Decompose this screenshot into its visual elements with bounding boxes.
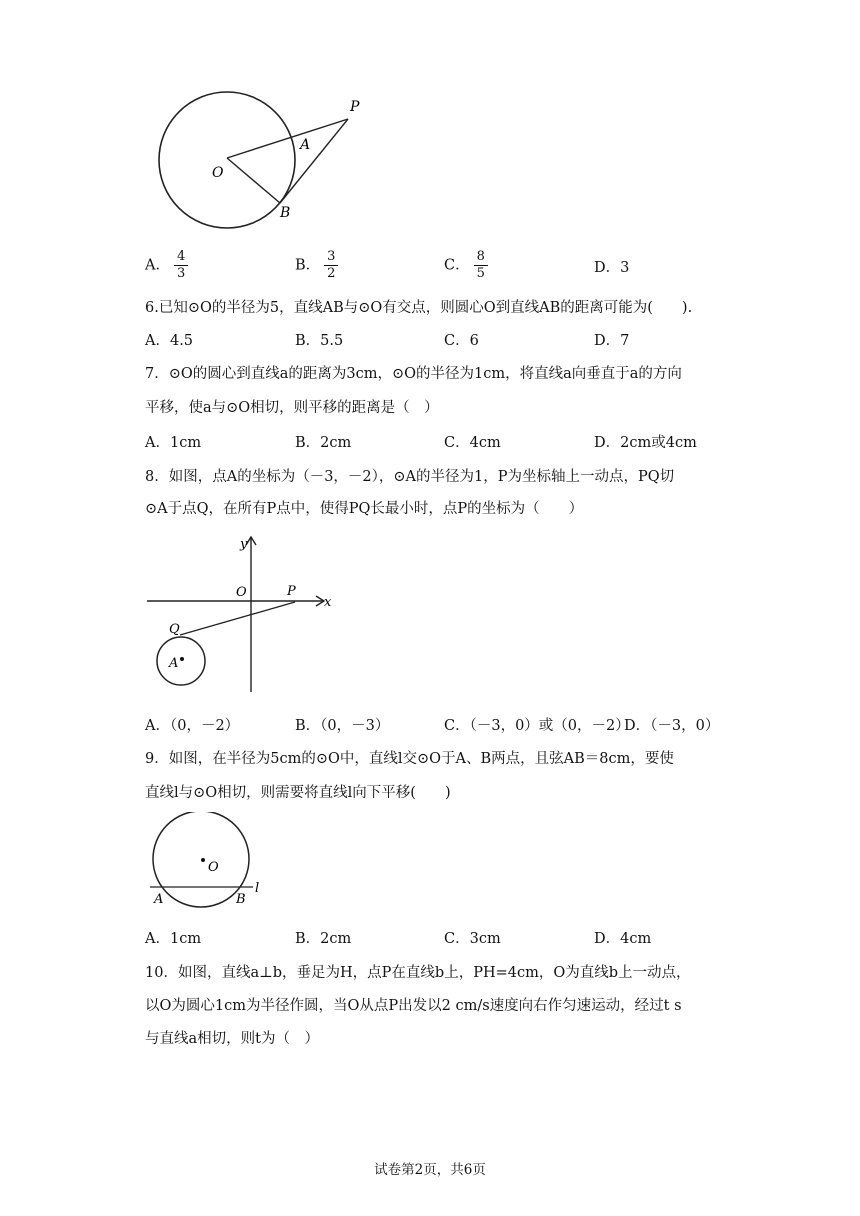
q7-stem-line2: 平移，使a与⊙O相切，则平移的距离是（ ） xyxy=(145,400,439,416)
fraction xyxy=(174,249,188,282)
circle-o xyxy=(153,812,249,907)
fraction-denominator: 3 xyxy=(176,266,186,281)
fraction xyxy=(324,249,338,282)
q9-option-c: C．3cm xyxy=(444,931,501,947)
segment-ob xyxy=(227,158,280,203)
q7-option-c: C．4cm xyxy=(444,435,501,451)
option-letter: D． xyxy=(594,260,621,276)
option-letter: A． xyxy=(145,257,170,274)
q7-stem-line1: 7．⊙O的圆心到直线a的距离为3cm，⊙O的半径为1cm，将直线a向垂直于a的方向 xyxy=(145,366,682,382)
q6-stem: 6.已知⊙O的半径为5，直线AB与⊙O有交点，则圆心O到直线AB的距离可能为( ). xyxy=(145,300,693,316)
label-p: P xyxy=(350,99,360,115)
option-value: 3 xyxy=(620,260,630,276)
q7-option-b: B．2cm xyxy=(295,435,352,451)
fraction-numerator: 3 xyxy=(324,249,338,266)
label-q: Q xyxy=(169,622,180,637)
q8-option-c: C．（－3，0）或（0，－2） xyxy=(444,718,630,734)
q8-option-b: B．（0，－3） xyxy=(295,718,390,734)
q8-option-a: A．（0，－2） xyxy=(145,718,240,734)
segment-op xyxy=(227,119,348,158)
label-l: l xyxy=(255,881,260,896)
q9-figure xyxy=(140,812,280,912)
q5-option-c xyxy=(444,249,488,282)
fraction-numerator: 8 xyxy=(474,249,488,266)
label-b: B xyxy=(280,205,291,221)
label-b: B xyxy=(236,892,246,907)
circle-a xyxy=(157,637,205,685)
fraction-denominator: 2 xyxy=(327,266,336,281)
label-a: A xyxy=(154,892,164,907)
circle-o xyxy=(159,92,295,228)
q8-figure xyxy=(140,532,340,697)
label-y: y xyxy=(240,537,248,552)
q9-stem-line2: 直线l与⊙O相切，则需要将直线l向下平移( ) xyxy=(145,785,451,801)
label-o: O xyxy=(236,585,247,600)
q5-option-a xyxy=(145,249,188,282)
fraction-numerator: 4 xyxy=(174,249,188,266)
label-o: O xyxy=(208,860,219,875)
q8-option-d: D．（－3，0） xyxy=(624,718,720,734)
center-o-dot xyxy=(201,858,205,862)
segment-pq xyxy=(180,602,295,635)
label-a: A xyxy=(300,137,311,153)
q6-option-a: A．4.5 xyxy=(145,333,194,349)
fraction-denominator: 5 xyxy=(476,266,485,281)
center-a-dot xyxy=(180,657,184,661)
q10-stem-line1: 10．如图，直线a⊥b，垂足为H，点P在直线b上，PH=4cm，O为直线b上一动点， xyxy=(145,965,691,981)
q6-option-d: D．7 xyxy=(594,333,630,349)
q5-option-b xyxy=(295,249,338,282)
label-a: A xyxy=(169,656,179,671)
q6-option-b: B．5.5 xyxy=(295,333,344,349)
q8-stem-line2: ⊙A于点Q，在所有P点中，使得PQ长最小时，点P的坐标为（ ） xyxy=(145,501,584,517)
fraction xyxy=(474,249,488,282)
q10-stem-line3: 与直线a相切，则t为（ ） xyxy=(145,1031,319,1047)
q5-figure xyxy=(150,85,380,235)
q5-option-d xyxy=(594,258,629,278)
q7-option-a: A．1cm xyxy=(145,435,202,451)
q6-option-c: C．6 xyxy=(444,333,479,349)
q9-option-b: B．2cm xyxy=(295,931,352,947)
q9-stem-line1: 9．如图，在半径为5cm的⊙O中，直线l交⊙O于A、B两点，且弦AB＝8cm，要使 xyxy=(145,751,674,767)
q10-stem-line2: 以O为圆心1cm为半径作圆，当O从点P出发以2 cm/s速度向右作匀速运动，经过t s xyxy=(145,998,682,1014)
q8-stem-line1: 8．如图，点A的坐标为（－3，－2），⊙A的半径为1，P为坐标轴上一动点，PQ切 xyxy=(145,469,675,485)
label-x: x xyxy=(324,595,332,610)
page-footer: 试卷第2页，共6页 xyxy=(374,1162,486,1178)
q9-option-d: D．4cm xyxy=(594,931,652,947)
option-letter: C． xyxy=(444,257,470,274)
q7-option-d: D．2cm或4cm xyxy=(594,435,697,451)
q9-option-a: A．1cm xyxy=(145,931,202,947)
label-p: P xyxy=(287,584,296,599)
label-o: O xyxy=(212,165,224,181)
segment-pb xyxy=(280,119,348,203)
option-letter: B． xyxy=(295,257,321,274)
